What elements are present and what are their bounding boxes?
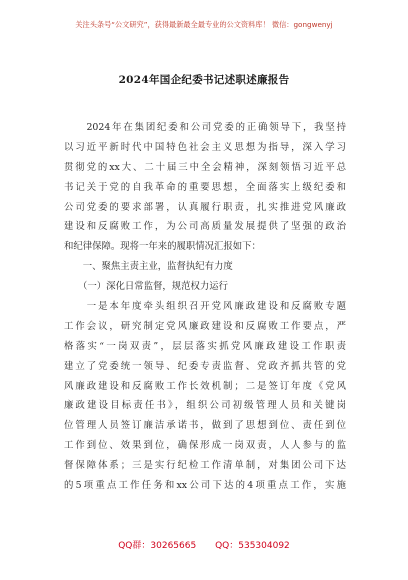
- header-banner: 关注头条号“公文研究”，获得最新最全最专业的公文资料库！ 微信：gongwenyj: [75, 20, 333, 29]
- body-line: 格落实“一岗双责”，层层落实抓党风廉政建设工作职责: [64, 340, 346, 352]
- document-title: 2024年国企纪委书记述职述廉报告: [118, 74, 290, 86]
- body-line: 督保障体系；三是实行纪检工作清单制，对集团公司下达: [64, 460, 346, 472]
- body-line: 公司党委的要求部署，认真履行职责，扎实推进党风廉政: [64, 201, 346, 213]
- body-line: 书记关于党的自我革命的重要思想，全面落实上级纪委和: [64, 181, 346, 193]
- footer-qq: QQ：535304092: [215, 541, 290, 551]
- body-line: 一是本年度牵头组织召开党风廉政建设和反腐败专题: [64, 301, 346, 313]
- body-line: 2024年在集团纪委和公司党委的正确领导下，我坚持: [64, 122, 346, 133]
- footer-qq-group: QQ群：30265665: [118, 541, 197, 551]
- document-body: [64, 118, 346, 496]
- body-line: 风廉政建设和反腐败工作长效机制；二是签订年度《党风: [64, 380, 346, 392]
- body-line: 建立了党委统一领导、纪委专责监督、党政齐抓共管的党: [64, 360, 346, 372]
- body-line: 以习近平新时代中国特色社会主义思想为指导，深入学习: [64, 141, 346, 153]
- body-line: 工作会议，研究制定党风廉政建设和反腐败工作要点，严: [64, 320, 346, 332]
- body-line: 位管理人员签订廉洁承诺书，做到了思想到位、责任到位: [64, 420, 346, 432]
- footer-contact: [0, 538, 408, 551]
- body-line: 廉政建设目标责任书》，组织公司初级管理人员和关键岗: [64, 400, 346, 412]
- body-line: 建设和反腐败工作，为公司高质量发展提供了坚强的政治: [64, 221, 346, 233]
- section-heading: 一、聚焦主责主业，监督执纪有力度: [64, 261, 233, 273]
- body-line: 和纪律保障。现将一年来的履职情况汇报如下：: [64, 241, 261, 253]
- body-line: 的5项重点工作任务和xx公司下达的4项重点工作，实施: [64, 480, 346, 492]
- body-line: 贯彻党的xx大、二十届三中全会精神，深刻领悟习近平总: [64, 161, 346, 173]
- body-line: 工作到位、效果到位，确保形成一岗双责，人人参与的监: [64, 440, 346, 452]
- subsection-heading: （一）深化日常监督，规范权力运行: [64, 281, 229, 293]
